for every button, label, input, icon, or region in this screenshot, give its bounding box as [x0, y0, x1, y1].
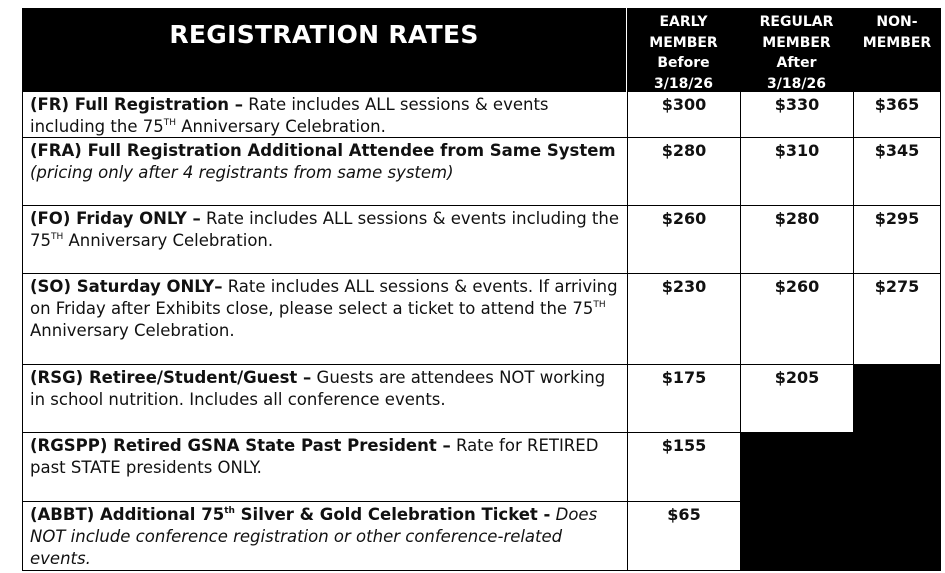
price-early: $175: [627, 365, 740, 433]
column-header-line: EARLY: [659, 14, 708, 30]
table-row-so: [22, 274, 941, 365]
price-regular: $310: [740, 138, 853, 206]
price-early: $65: [627, 502, 740, 571]
row-description: [22, 92, 627, 138]
row-description: [22, 138, 627, 206]
table-row-abbt: [22, 502, 941, 571]
price-regular: $330: [740, 92, 853, 138]
column-header-line: REGULAR: [759, 14, 834, 30]
row-text: Guests are attendees NOT working in school nutrition. Includes all conference events.: [30, 368, 606, 409]
row-description: [22, 433, 627, 502]
row-code-label: (FRA) Full Registration Additional Attendee from Same System: [30, 141, 616, 160]
row-description: [22, 206, 627, 274]
column-header-regular-member: [740, 8, 853, 92]
price-non-member: $345: [853, 138, 941, 206]
row-code-label: (FO) Friday ONLY –: [30, 209, 201, 228]
unavailable-cell: [853, 502, 941, 571]
unavailable-cell: [740, 433, 853, 502]
price-early: $280: [627, 138, 740, 206]
row-text: Anniversary Celebration.: [30, 321, 235, 340]
unavailable-cell: [853, 433, 941, 502]
price-regular: $205: [740, 365, 853, 433]
row-code-label: (ABBT) Additional 75: [30, 505, 225, 524]
column-header-line: MEMBER: [762, 34, 831, 51]
column-header-line: NON-: [876, 14, 918, 30]
price-regular: $280: [740, 206, 853, 274]
price-regular: $260: [740, 274, 853, 365]
row-text: Rate includes ALL sessions & events including the 75: [30, 209, 619, 250]
table-title-cell: [22, 8, 626, 92]
row-text: Rate includes ALL sessions & events. If arriving on Friday after Exhibits close, please select a ticket to attend the 75: [30, 277, 618, 318]
table-row-rgspp: [22, 433, 941, 502]
row-note: Does NOT include conference registration or other conference-related events.: [30, 505, 598, 568]
row-code-label: (RGSPP) Retired GSNA State Past President –: [30, 436, 451, 455]
superscript: th: [224, 506, 235, 516]
price-non-member: $365: [853, 92, 941, 138]
row-description: [22, 502, 627, 571]
price-non-member: $275: [853, 274, 941, 365]
price-early: $260: [627, 206, 740, 274]
table-row-fr: [22, 92, 941, 138]
row-code-label: (RSG) Retiree/Student/Guest –: [30, 368, 312, 387]
price-early: $155: [627, 433, 740, 502]
price-non-member: $295: [853, 206, 941, 274]
column-header-line: 3/18/26: [767, 75, 826, 92]
superscript: TH: [593, 300, 606, 310]
unavailable-cell: [740, 502, 853, 571]
row-code-label: (SO) Saturday ONLY–: [30, 277, 223, 296]
price-early: $300: [627, 92, 740, 138]
row-code-label: Silver & Gold Celebration Ticket -: [234, 505, 551, 524]
table-title: REGISTRATION RATES: [169, 20, 479, 49]
row-note: (pricing only after 4 registrants from same system): [30, 163, 454, 182]
row-text: Rate includes ALL sessions & events including the 75: [30, 95, 549, 136]
column-header-non-member: [853, 8, 941, 92]
row-text: Anniversary Celebration.: [175, 117, 386, 136]
column-header-line: MEMBER: [862, 34, 932, 51]
row-text: Anniversary Celebration.: [63, 231, 274, 250]
superscript: TH: [51, 232, 64, 242]
unavailable-cell: [853, 365, 941, 433]
price-early: $230: [627, 274, 740, 365]
row-text: Rate for RETIRED past STATE presidents ONLY.: [30, 436, 599, 477]
table-row-fo: [22, 206, 941, 274]
row-code-label: (FR) Full Registration –: [30, 95, 244, 114]
column-header-line: Before: [657, 55, 710, 71]
table-row-rsg: [22, 365, 941, 433]
column-header-line: After: [776, 55, 817, 71]
row-description: [22, 365, 627, 433]
column-header-early-member: [627, 8, 740, 92]
column-header-line: MEMBER: [649, 34, 718, 51]
column-header-line: 3/18/26: [654, 75, 713, 92]
superscript: TH: [163, 118, 176, 128]
table-row-fra: [22, 138, 941, 206]
row-description: [22, 274, 627, 365]
